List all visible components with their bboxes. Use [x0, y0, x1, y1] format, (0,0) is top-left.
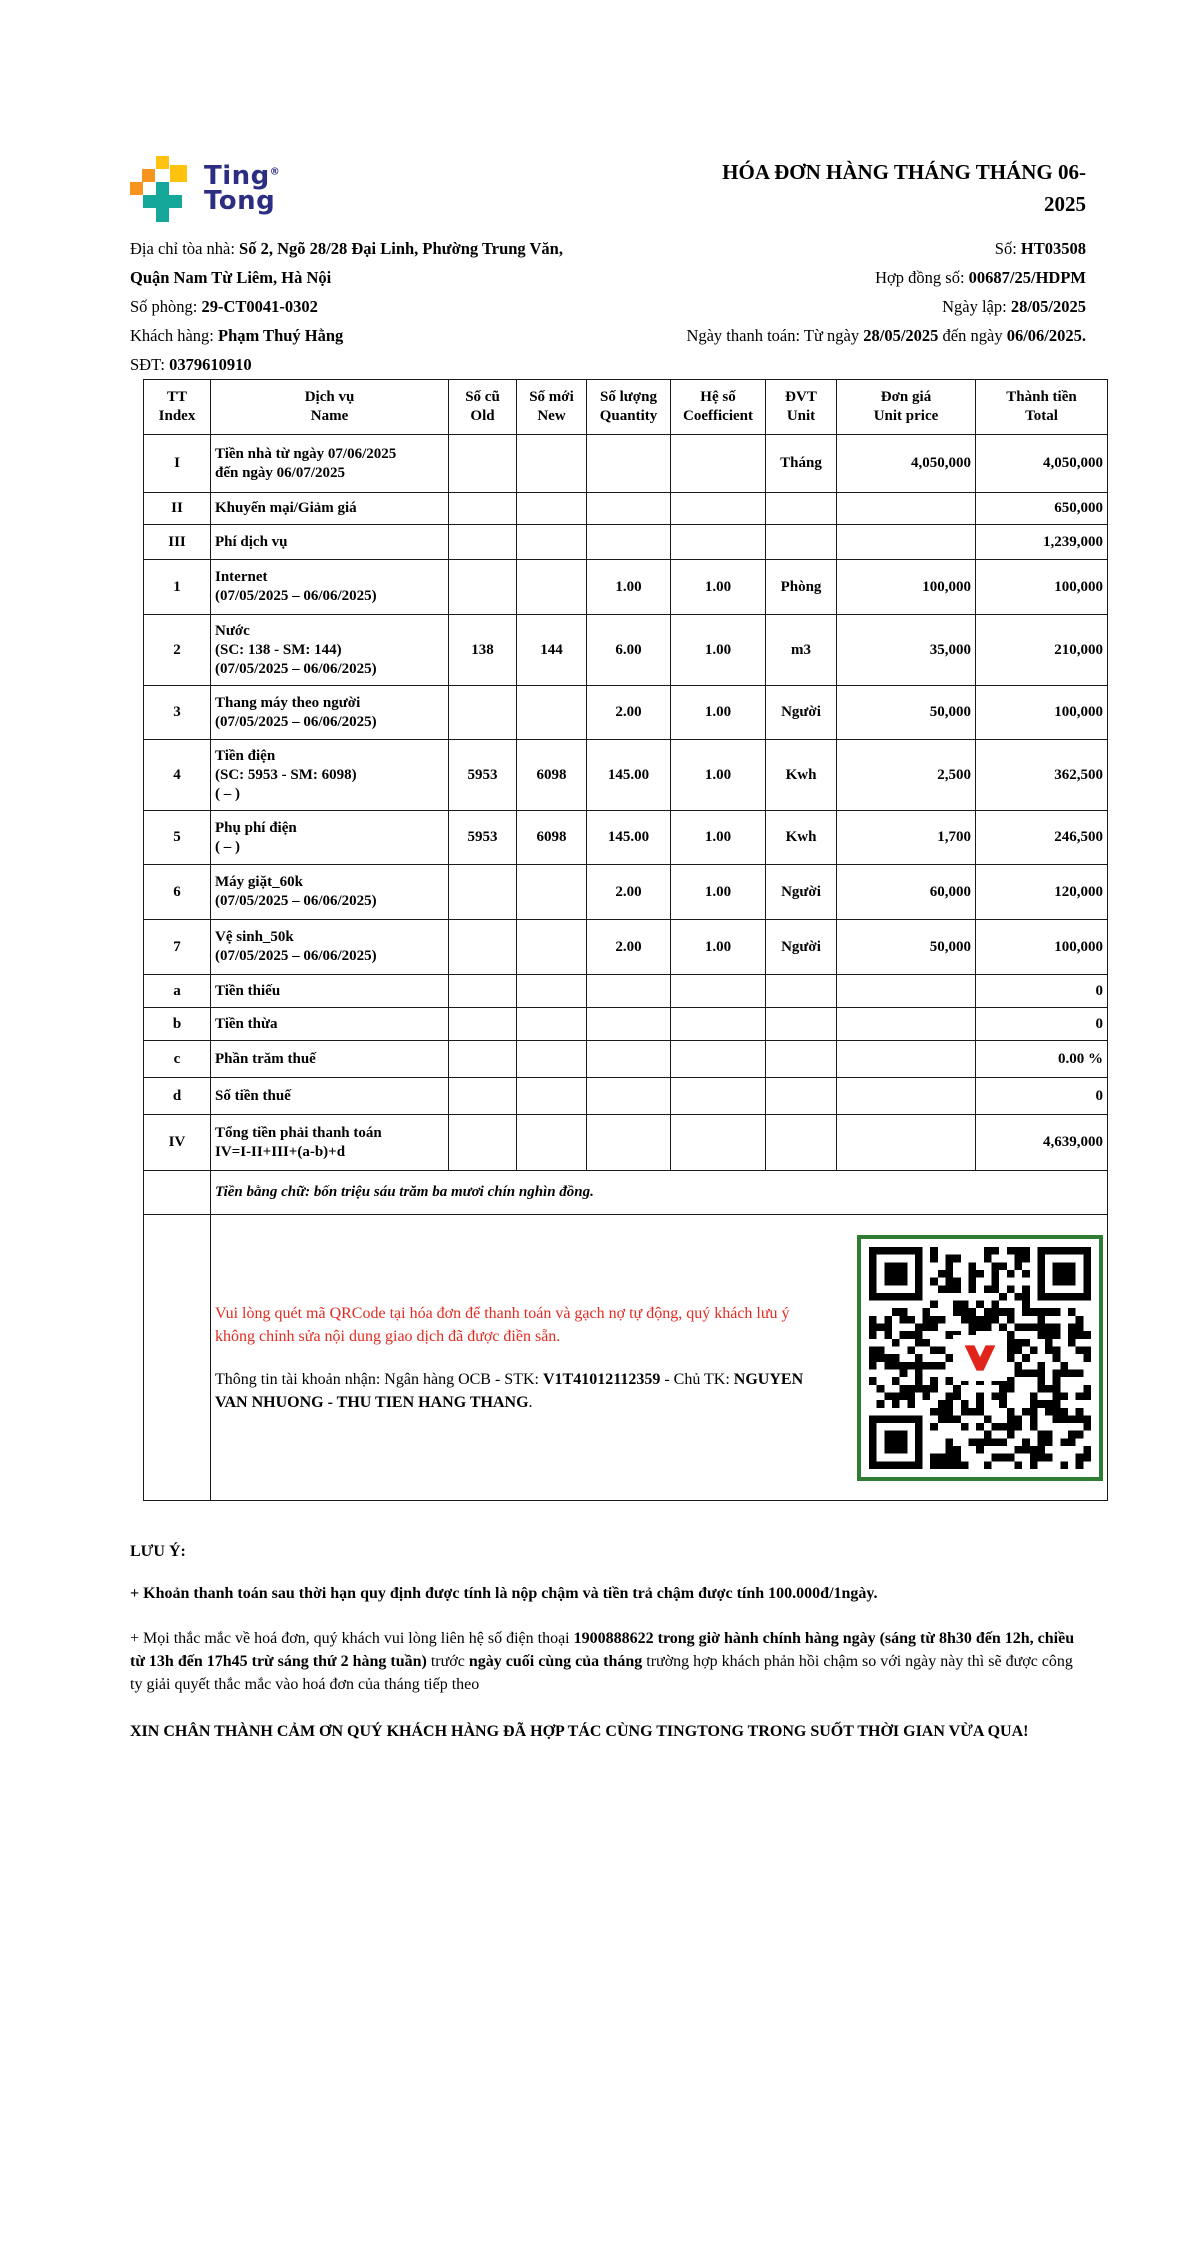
name-cell: Máy giặt_60k (07/05/2025 – 06/06/2025) — [211, 865, 449, 920]
qty-cell — [587, 1115, 671, 1171]
qty-cell — [587, 435, 671, 493]
name-cell: Phần trăm thuế — [211, 1041, 449, 1078]
qr-section — [211, 1215, 1108, 1501]
old-cell — [449, 975, 517, 1008]
page-title: HÓA ĐƠN HÀNG THÁNG THÁNG 06- 2025 — [722, 160, 1086, 216]
price-cell: 2,500 — [837, 740, 976, 811]
unit-cell: Kwh — [766, 740, 837, 811]
price-cell: 4,050,000 — [837, 435, 976, 493]
price-cell — [837, 975, 976, 1008]
tingtong-logo-icon — [130, 156, 196, 222]
qty-cell: 1.00 — [587, 560, 671, 615]
name-cell: Phí dịch vụ — [211, 525, 449, 560]
col-header-old: Số cũ Old — [449, 380, 517, 435]
coef-cell: 1.00 — [671, 615, 766, 686]
name-cell: Nước (SC: 138 - SM: 144) (07/05/2025 – 06/06/2025) — [211, 615, 449, 686]
old-cell — [449, 865, 517, 920]
old-cell — [449, 1041, 517, 1078]
table-row — [144, 865, 1108, 920]
total-cell: 100,000 — [976, 686, 1108, 740]
new-cell — [517, 975, 587, 1008]
price-cell: 50,000 — [837, 686, 976, 740]
price-cell: 100,000 — [837, 560, 976, 615]
old-cell — [449, 1115, 517, 1171]
invoice-meta — [627, 234, 1086, 379]
room-number: Số phòng: 29-CT0041-0302 — [130, 297, 318, 316]
price-cell — [837, 1115, 976, 1171]
old-cell — [449, 525, 517, 560]
price-cell: 50,000 — [837, 920, 976, 975]
late-payment-note: + Khoản thanh toán sau thời hạn quy định được tính là nộp chậm và tiền trả chậm được tính 100.000đ/1ngày. — [130, 1585, 878, 1602]
tt-cell: 1 — [144, 560, 211, 615]
old-cell — [449, 493, 517, 525]
customer-name: Khách hàng: Phạm Thuý Hằng — [130, 326, 344, 345]
old-cell: 138 — [449, 615, 517, 686]
col-header-qty: Số lượng Quantity — [587, 380, 671, 435]
issue-date: Ngày lập: 28/05/2025 — [942, 297, 1086, 316]
qty-cell: 145.00 — [587, 740, 671, 811]
new-cell — [517, 865, 587, 920]
coef-cell — [671, 1041, 766, 1078]
price-cell — [837, 525, 976, 560]
total-cell: 120,000 — [976, 865, 1108, 920]
unit-cell — [766, 525, 837, 560]
new-cell: 144 — [517, 615, 587, 686]
qty-cell — [587, 1041, 671, 1078]
coef-cell: 1.00 — [671, 560, 766, 615]
tt-cell: 4 — [144, 740, 211, 811]
tt-cell — [144, 1171, 211, 1215]
old-cell — [449, 560, 517, 615]
table-row — [144, 686, 1108, 740]
tt-cell: III — [144, 525, 211, 560]
new-cell: 6098 — [517, 811, 587, 865]
unit-cell — [766, 1115, 837, 1171]
new-cell — [517, 435, 587, 493]
price-cell: 60,000 — [837, 865, 976, 920]
total-cell: 246,500 — [976, 811, 1108, 865]
tt-cell: 5 — [144, 811, 211, 865]
new-cell — [517, 686, 587, 740]
new-cell — [517, 920, 587, 975]
unit-cell — [766, 1008, 837, 1041]
price-cell — [837, 1041, 976, 1078]
total-cell: 0.00 % — [976, 1041, 1108, 1078]
qty-cell: 6.00 — [587, 615, 671, 686]
total-cell: 100,000 — [976, 920, 1108, 975]
header — [130, 156, 1086, 222]
price-cell: 35,000 — [837, 615, 976, 686]
invoice-info — [130, 234, 1086, 379]
tt-cell: II — [144, 493, 211, 525]
tt-cell: I — [144, 435, 211, 493]
old-cell — [449, 1078, 517, 1115]
qty-cell: 2.00 — [587, 686, 671, 740]
qty-cell — [587, 975, 671, 1008]
coef-cell — [671, 435, 766, 493]
tt-cell: IV — [144, 1115, 211, 1171]
coef-cell: 1.00 — [671, 740, 766, 811]
col-header-price: Đơn giá Unit price — [837, 380, 976, 435]
tt-cell: c — [144, 1041, 211, 1078]
qr-alert-text: Vui lòng quét mã QRCode tại hóa đơn để thanh toán và gạch nợ tự động, quý khách lưu ý không chỉnh sửa nội dung giao dịch đã được điền sẵn. — [215, 1304, 790, 1345]
new-cell — [517, 1078, 587, 1115]
name-cell: Phụ phí điện ( – ) — [211, 811, 449, 865]
name-cell: Tiền thiếu — [211, 975, 449, 1008]
unit-cell — [766, 1041, 837, 1078]
col-header-total: Thành tiền Total — [976, 380, 1108, 435]
total-cell: 100,000 — [976, 560, 1108, 615]
tingtong-wordmark: Ting® Tong — [204, 161, 281, 216]
new-cell: 6098 — [517, 740, 587, 811]
tt-cell — [144, 1215, 211, 1501]
total-cell: 4,050,000 — [976, 435, 1108, 493]
coef-cell: 1.00 — [671, 811, 766, 865]
tt-cell: d — [144, 1078, 211, 1115]
tt-cell: 3 — [144, 686, 211, 740]
coef-cell — [671, 1008, 766, 1041]
total-cell: 362,500 — [976, 740, 1108, 811]
col-header-unit: ĐVT Unit — [766, 380, 837, 435]
invoice-table — [143, 379, 1108, 1501]
price-cell — [837, 1078, 976, 1115]
new-cell — [517, 560, 587, 615]
unit-cell: m3 — [766, 615, 837, 686]
name-cell: Vệ sinh_50k (07/05/2025 – 06/06/2025) — [211, 920, 449, 975]
total-cell: 1,239,000 — [976, 525, 1108, 560]
qty-cell: 2.00 — [587, 920, 671, 975]
grand-total-row — [144, 1115, 1108, 1171]
qty-cell — [587, 525, 671, 560]
unit-cell: Kwh — [766, 811, 837, 865]
qty-cell: 2.00 — [587, 865, 671, 920]
unit-cell — [766, 493, 837, 525]
tt-cell: b — [144, 1008, 211, 1041]
hotline-note: + Mọi thắc mắc về hoá đơn, quý khách vui lòng liên hệ số điện thoại 1900888622 trong giờ hành chính hàng ngày (sáng từ 8h30 đến 12h, chiều từ 13h đến 17h45 trừ sáng thứ 2 hàng tuần) trước ngày cuối cùng của tháng trường hợp khách phản hồi chậm so với ngày này thì sẽ được công ty giải quyết thắc mắc vào hoá đơn của tháng tiếp theo — [130, 1630, 1075, 1693]
new-cell — [517, 1115, 587, 1171]
unit-cell: Người — [766, 920, 837, 975]
table-row — [144, 740, 1108, 811]
bank-account-info: Thông tin tài khoản nhận: Ngân hàng OCB - STK: V1T41012112359 - Chủ TK: NGUYEN VAN NHUONG - THU TIEN HANG THANG. — [215, 1370, 804, 1411]
name-cell: Tổng tiền phải thanh toán IV=I-II+III+(a-b)+d — [211, 1115, 449, 1171]
new-cell — [517, 1041, 587, 1078]
table-row — [144, 615, 1108, 686]
col-header-name: Dịch vụ Name — [211, 380, 449, 435]
contract-number: Hợp đồng số: 00687/25/HDPM — [875, 268, 1086, 287]
name-cell: Tiền nhà từ ngày 07/06/2025 đến ngày 06/07/2025 — [211, 435, 449, 493]
name-cell: Tiền thừa — [211, 1008, 449, 1041]
table-row — [144, 493, 1108, 525]
notes-heading: LƯU Ý: — [130, 1543, 186, 1560]
building-address-line2: Quận Nam Từ Liêm, Hà Nội — [130, 268, 332, 287]
coef-cell — [671, 1115, 766, 1171]
table-header-row — [144, 380, 1108, 435]
payment-period: Ngày thanh toán: Từ ngày 28/05/2025 đến ngày 06/06/2025. — [686, 326, 1086, 345]
coef-cell — [671, 493, 766, 525]
col-header-tt: TT Index — [144, 380, 211, 435]
coef-cell: 1.00 — [671, 920, 766, 975]
total-cell: 650,000 — [976, 493, 1108, 525]
tingtong-logo — [130, 156, 360, 222]
price-cell — [837, 1008, 976, 1041]
name-cell: Internet (07/05/2025 – 06/06/2025) — [211, 560, 449, 615]
qty-cell: 145.00 — [587, 811, 671, 865]
price-cell — [837, 493, 976, 525]
building-address-line1: Địa chỉ tòa nhà: Số 2, Ngõ 28/28 Đại Linh, Phường Trung Văn, — [130, 239, 563, 258]
amount-in-words-row — [144, 1171, 1108, 1215]
new-cell — [517, 525, 587, 560]
price-cell: 1,700 — [837, 811, 976, 865]
total-cell: 0 — [976, 975, 1108, 1008]
unit-cell — [766, 1078, 837, 1115]
customer-phone: SĐT: 0379610910 — [130, 355, 252, 374]
qty-cell — [587, 1008, 671, 1041]
col-header-coef: Hệ số Coefficient — [671, 380, 766, 435]
old-cell — [449, 686, 517, 740]
table-row — [144, 525, 1108, 560]
new-cell — [517, 1008, 587, 1041]
table-row — [144, 560, 1108, 615]
unit-cell: Tháng — [766, 435, 837, 493]
invoice-number: Số: HT03508 — [994, 239, 1086, 258]
total-cell: 4,639,000 — [976, 1115, 1108, 1171]
old-cell: 5953 — [449, 740, 517, 811]
name-cell: Thang máy theo người (07/05/2025 – 06/06/2025) — [211, 686, 449, 740]
table-row — [144, 811, 1108, 865]
tt-cell: 6 — [144, 865, 211, 920]
tt-cell: 7 — [144, 920, 211, 975]
qr-code — [857, 1235, 1103, 1481]
table-row — [144, 1041, 1108, 1078]
footer-notes — [130, 1543, 1086, 1744]
qty-cell — [587, 1078, 671, 1115]
coef-cell: 1.00 — [671, 865, 766, 920]
unit-cell: Phòng — [766, 560, 837, 615]
tt-cell: 2 — [144, 615, 211, 686]
table-row — [144, 975, 1108, 1008]
coef-cell — [671, 525, 766, 560]
old-cell: 5953 — [449, 811, 517, 865]
coef-cell — [671, 1078, 766, 1115]
closing-thanks: XIN CHÂN THÀNH CẢM ƠN QUÝ KHÁCH HÀNG ĐÃ HỢP TÁC CÙNG TINGTONG TRONG SUỐT THỜI GIAN VỪA QUA! — [130, 1723, 1029, 1740]
table-row — [144, 1008, 1108, 1041]
name-cell: Tiền điện (SC: 5953 - SM: 6098) ( – ) — [211, 740, 449, 811]
new-cell — [517, 493, 587, 525]
col-header-new: Số mới New — [517, 380, 587, 435]
total-cell: 0 — [976, 1078, 1108, 1115]
table-row — [144, 920, 1108, 975]
unit-cell: Người — [766, 865, 837, 920]
building-info — [130, 234, 627, 379]
qty-cell — [587, 493, 671, 525]
name-cell: Khuyến mại/Giảm giá — [211, 493, 449, 525]
table-row — [144, 435, 1108, 493]
name-cell: Số tiền thuế — [211, 1078, 449, 1115]
qr-center-logo-icon — [953, 1335, 1007, 1381]
total-cell: 0 — [976, 1008, 1108, 1041]
old-cell — [449, 920, 517, 975]
unit-cell — [766, 975, 837, 1008]
unit-cell: Người — [766, 686, 837, 740]
old-cell — [449, 1008, 517, 1041]
qr-row — [144, 1215, 1108, 1501]
tt-cell: a — [144, 975, 211, 1008]
coef-cell — [671, 975, 766, 1008]
total-cell: 210,000 — [976, 615, 1108, 686]
payment-instructions — [215, 1302, 835, 1414]
amount-in-words-cell: Tiền bằng chữ: bốn triệu sáu trăm ba mươi chín nghìn đồng. — [211, 1171, 1108, 1215]
table-row — [144, 1078, 1108, 1115]
old-cell — [449, 435, 517, 493]
coef-cell: 1.00 — [671, 686, 766, 740]
